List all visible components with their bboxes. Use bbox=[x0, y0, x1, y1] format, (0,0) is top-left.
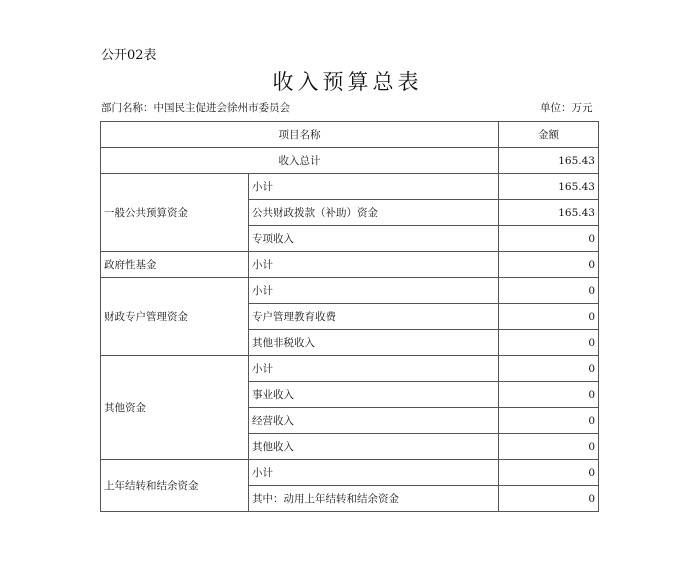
item-name: 小计 bbox=[249, 278, 499, 304]
amount-value: 165.43 bbox=[499, 174, 599, 200]
total-row bbox=[101, 148, 599, 174]
group-name: 政府性基金 bbox=[101, 252, 249, 278]
amount-value: 0 bbox=[499, 486, 599, 512]
column-header-amount: 金额 bbox=[499, 122, 599, 148]
amount-value: 0 bbox=[499, 252, 599, 278]
column-header-item: 项目名称 bbox=[101, 122, 499, 148]
total-value: 165.43 bbox=[499, 148, 599, 174]
group-name: 上年结转和结余资金 bbox=[101, 460, 249, 512]
item-name: 公共财政拨款（补助）资金 bbox=[249, 200, 499, 226]
item-name: 事业收入 bbox=[249, 382, 499, 408]
amount-value: 165.43 bbox=[499, 200, 599, 226]
amount-value: 0 bbox=[499, 304, 599, 330]
item-name: 其中：动用上年结转和结余资金 bbox=[249, 486, 499, 512]
item-name: 经营收入 bbox=[249, 408, 499, 434]
header-row bbox=[101, 122, 599, 148]
group-name: 财政专户管理资金 bbox=[101, 278, 249, 356]
amount-value: 0 bbox=[499, 330, 599, 356]
table-body bbox=[101, 122, 599, 512]
item-name: 小计 bbox=[249, 356, 499, 382]
item-name: 其他收入 bbox=[249, 434, 499, 460]
form-code: 公开02表 bbox=[101, 48, 157, 63]
amount-value: 0 bbox=[499, 460, 599, 486]
table-row bbox=[101, 460, 599, 486]
item-name: 小计 bbox=[249, 174, 499, 200]
income-budget-table bbox=[100, 121, 599, 512]
item-name: 小计 bbox=[249, 252, 499, 278]
table-row bbox=[101, 278, 599, 304]
total-label: 收入总计 bbox=[101, 148, 499, 174]
page-title: 收入预算总表 bbox=[272, 70, 423, 94]
item-name: 其他非税收入 bbox=[249, 330, 499, 356]
amount-value: 0 bbox=[499, 408, 599, 434]
item-name: 专项收入 bbox=[249, 226, 499, 252]
department-name: 部门名称：中国民主促进会徐州市委员会 bbox=[101, 102, 290, 114]
item-name: 专户管理教育收费 bbox=[249, 304, 499, 330]
amount-value: 0 bbox=[499, 226, 599, 252]
amount-value: 0 bbox=[499, 382, 599, 408]
amount-value: 0 bbox=[499, 278, 599, 304]
item-name: 小计 bbox=[249, 460, 499, 486]
group-name: 其他资金 bbox=[101, 356, 249, 460]
table-row bbox=[101, 174, 599, 200]
amount-value: 0 bbox=[499, 356, 599, 382]
unit-label: 单位：万元 bbox=[540, 102, 593, 114]
amount-value: 0 bbox=[499, 434, 599, 460]
group-name: 一般公共预算资金 bbox=[101, 174, 249, 252]
table-row bbox=[101, 252, 599, 278]
table-row bbox=[101, 356, 599, 382]
